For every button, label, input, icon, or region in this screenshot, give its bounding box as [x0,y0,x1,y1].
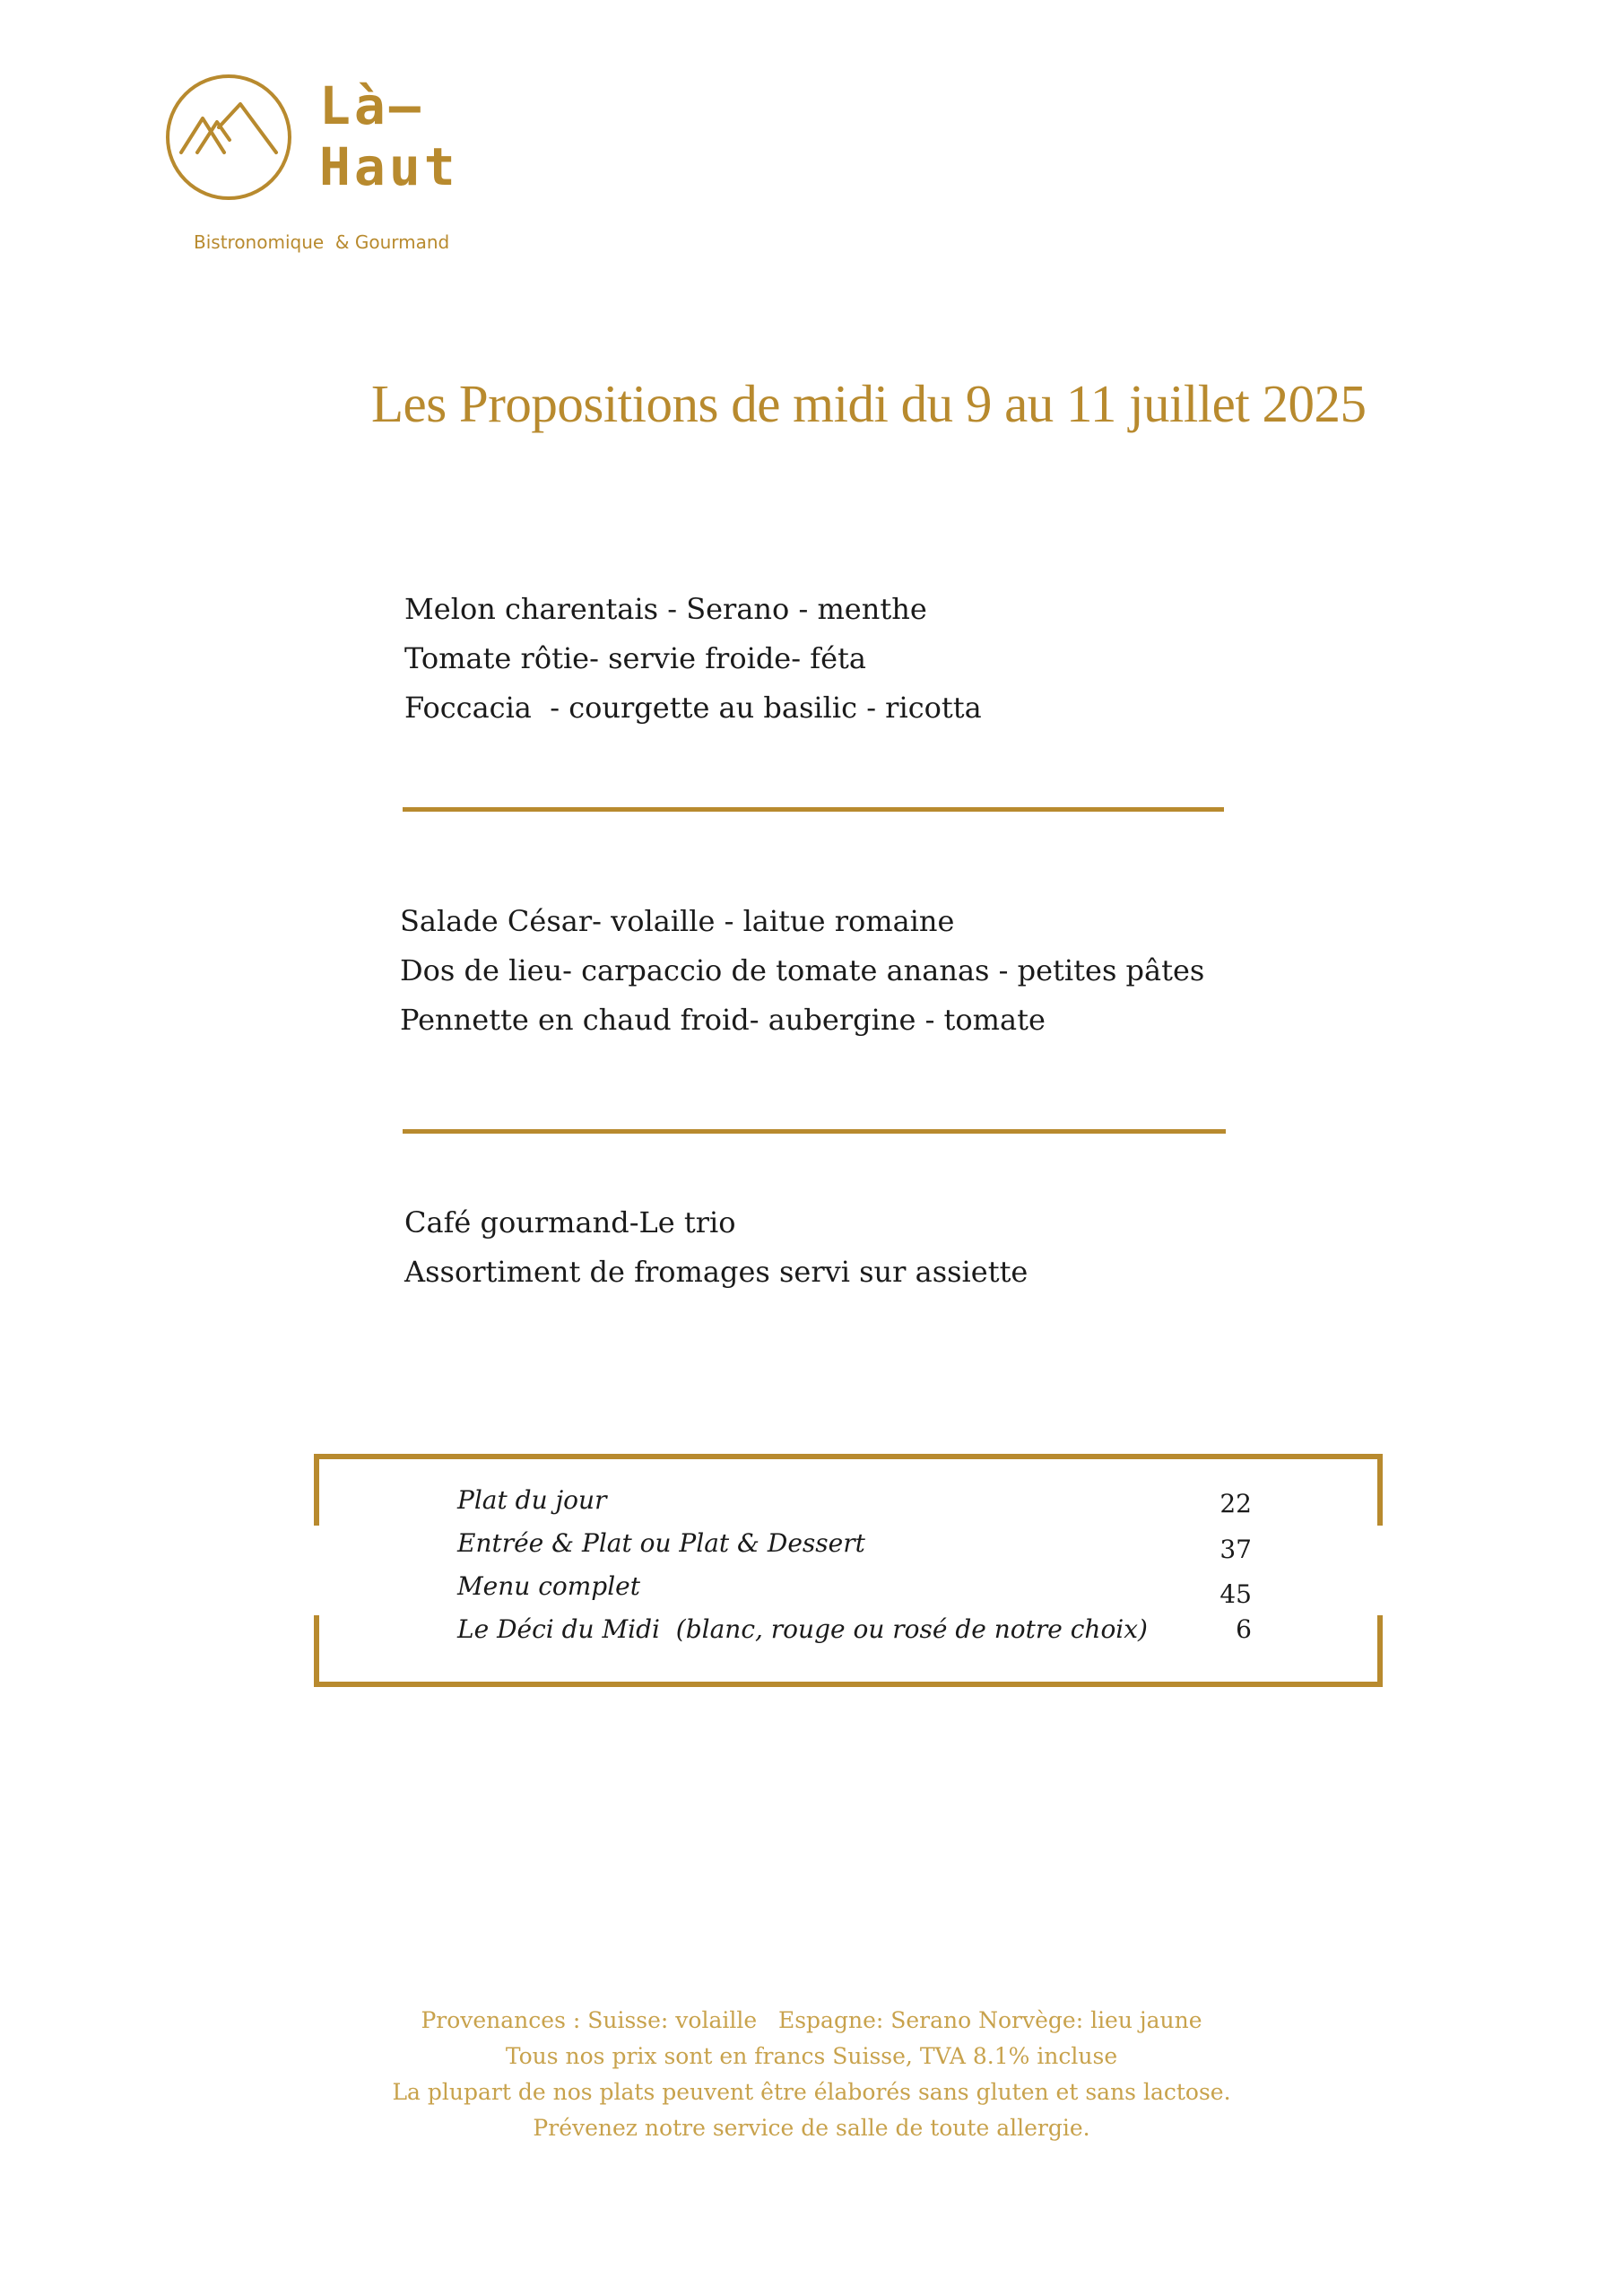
price-label-entree-plat: Entrée & Plat ou Plat & Dessert [457,1528,865,1558]
footer-notes [0,2003,1623,2146]
plat-item: Pennette en chaud froid- aubergine - tomate [400,1003,1046,1037]
section-divider [403,807,1224,812]
plat-item: Salade César- volaille - laitue romaine [400,904,955,938]
price-value-plat-du-jour: 22 [1219,1489,1252,1518]
price-label-deci-du-midi: Le Déci du Midi (blanc, rouge ou rosé de notre choix) [457,1614,1148,1644]
footer-allergy-note: Prévenez notre service de salle de toute allergie. [533,2115,1090,2141]
logo-tagline: Bistronomique & Gourmand [194,231,450,253]
dessert-item: Assortiment de fromages servi sur assiette [404,1255,1028,1289]
dessert-item: Café gourmand-Le trio [404,1205,736,1239]
price-value-deci-du-midi: 6 [1236,1614,1252,1644]
price-value-menu-complet: 45 [1219,1579,1252,1609]
entree-item: Foccacia - courgette au basilic - ricotta [404,691,982,725]
logo-name-line1: Là— [319,75,424,136]
plats-list [400,897,1204,1045]
price-value-entree-plat: 37 [1219,1535,1252,1564]
price-label-plat-du-jour: Plat du jour [457,1485,607,1515]
desserts-list [404,1198,1028,1297]
footer-prices-note: Tous nos prix sont en francs Suisse, TVA 8.1% incluse [505,2043,1118,2069]
footer-gluten-note: La plupart de nos plats peuvent être élaborés sans gluten et sans lactose. [392,2079,1231,2105]
logo-wordmark [319,75,459,197]
entree-item: Melon charentais - Serano - menthe [404,592,927,626]
restaurant-logo [165,74,461,208]
footer-provenance: Provenances : Suisse: volaille Espagne: Serano Norvège: lieu jaune [421,2007,1202,2033]
section-divider [403,1129,1226,1134]
mountain-circle-icon [165,74,292,201]
logo-name-line2: Haut [319,136,459,197]
entree-item: Tomate rôtie- servie froide- féta [404,641,866,675]
plat-item: Dos de lieu- carpaccio de tomate ananas - petites pâtes [400,953,1205,987]
entrees-list [404,585,982,733]
menu-title: Les Propositions de midi du 9 au 11 juillet 2025 [371,374,1367,433]
price-label-menu-complet: Menu complet [457,1571,640,1601]
